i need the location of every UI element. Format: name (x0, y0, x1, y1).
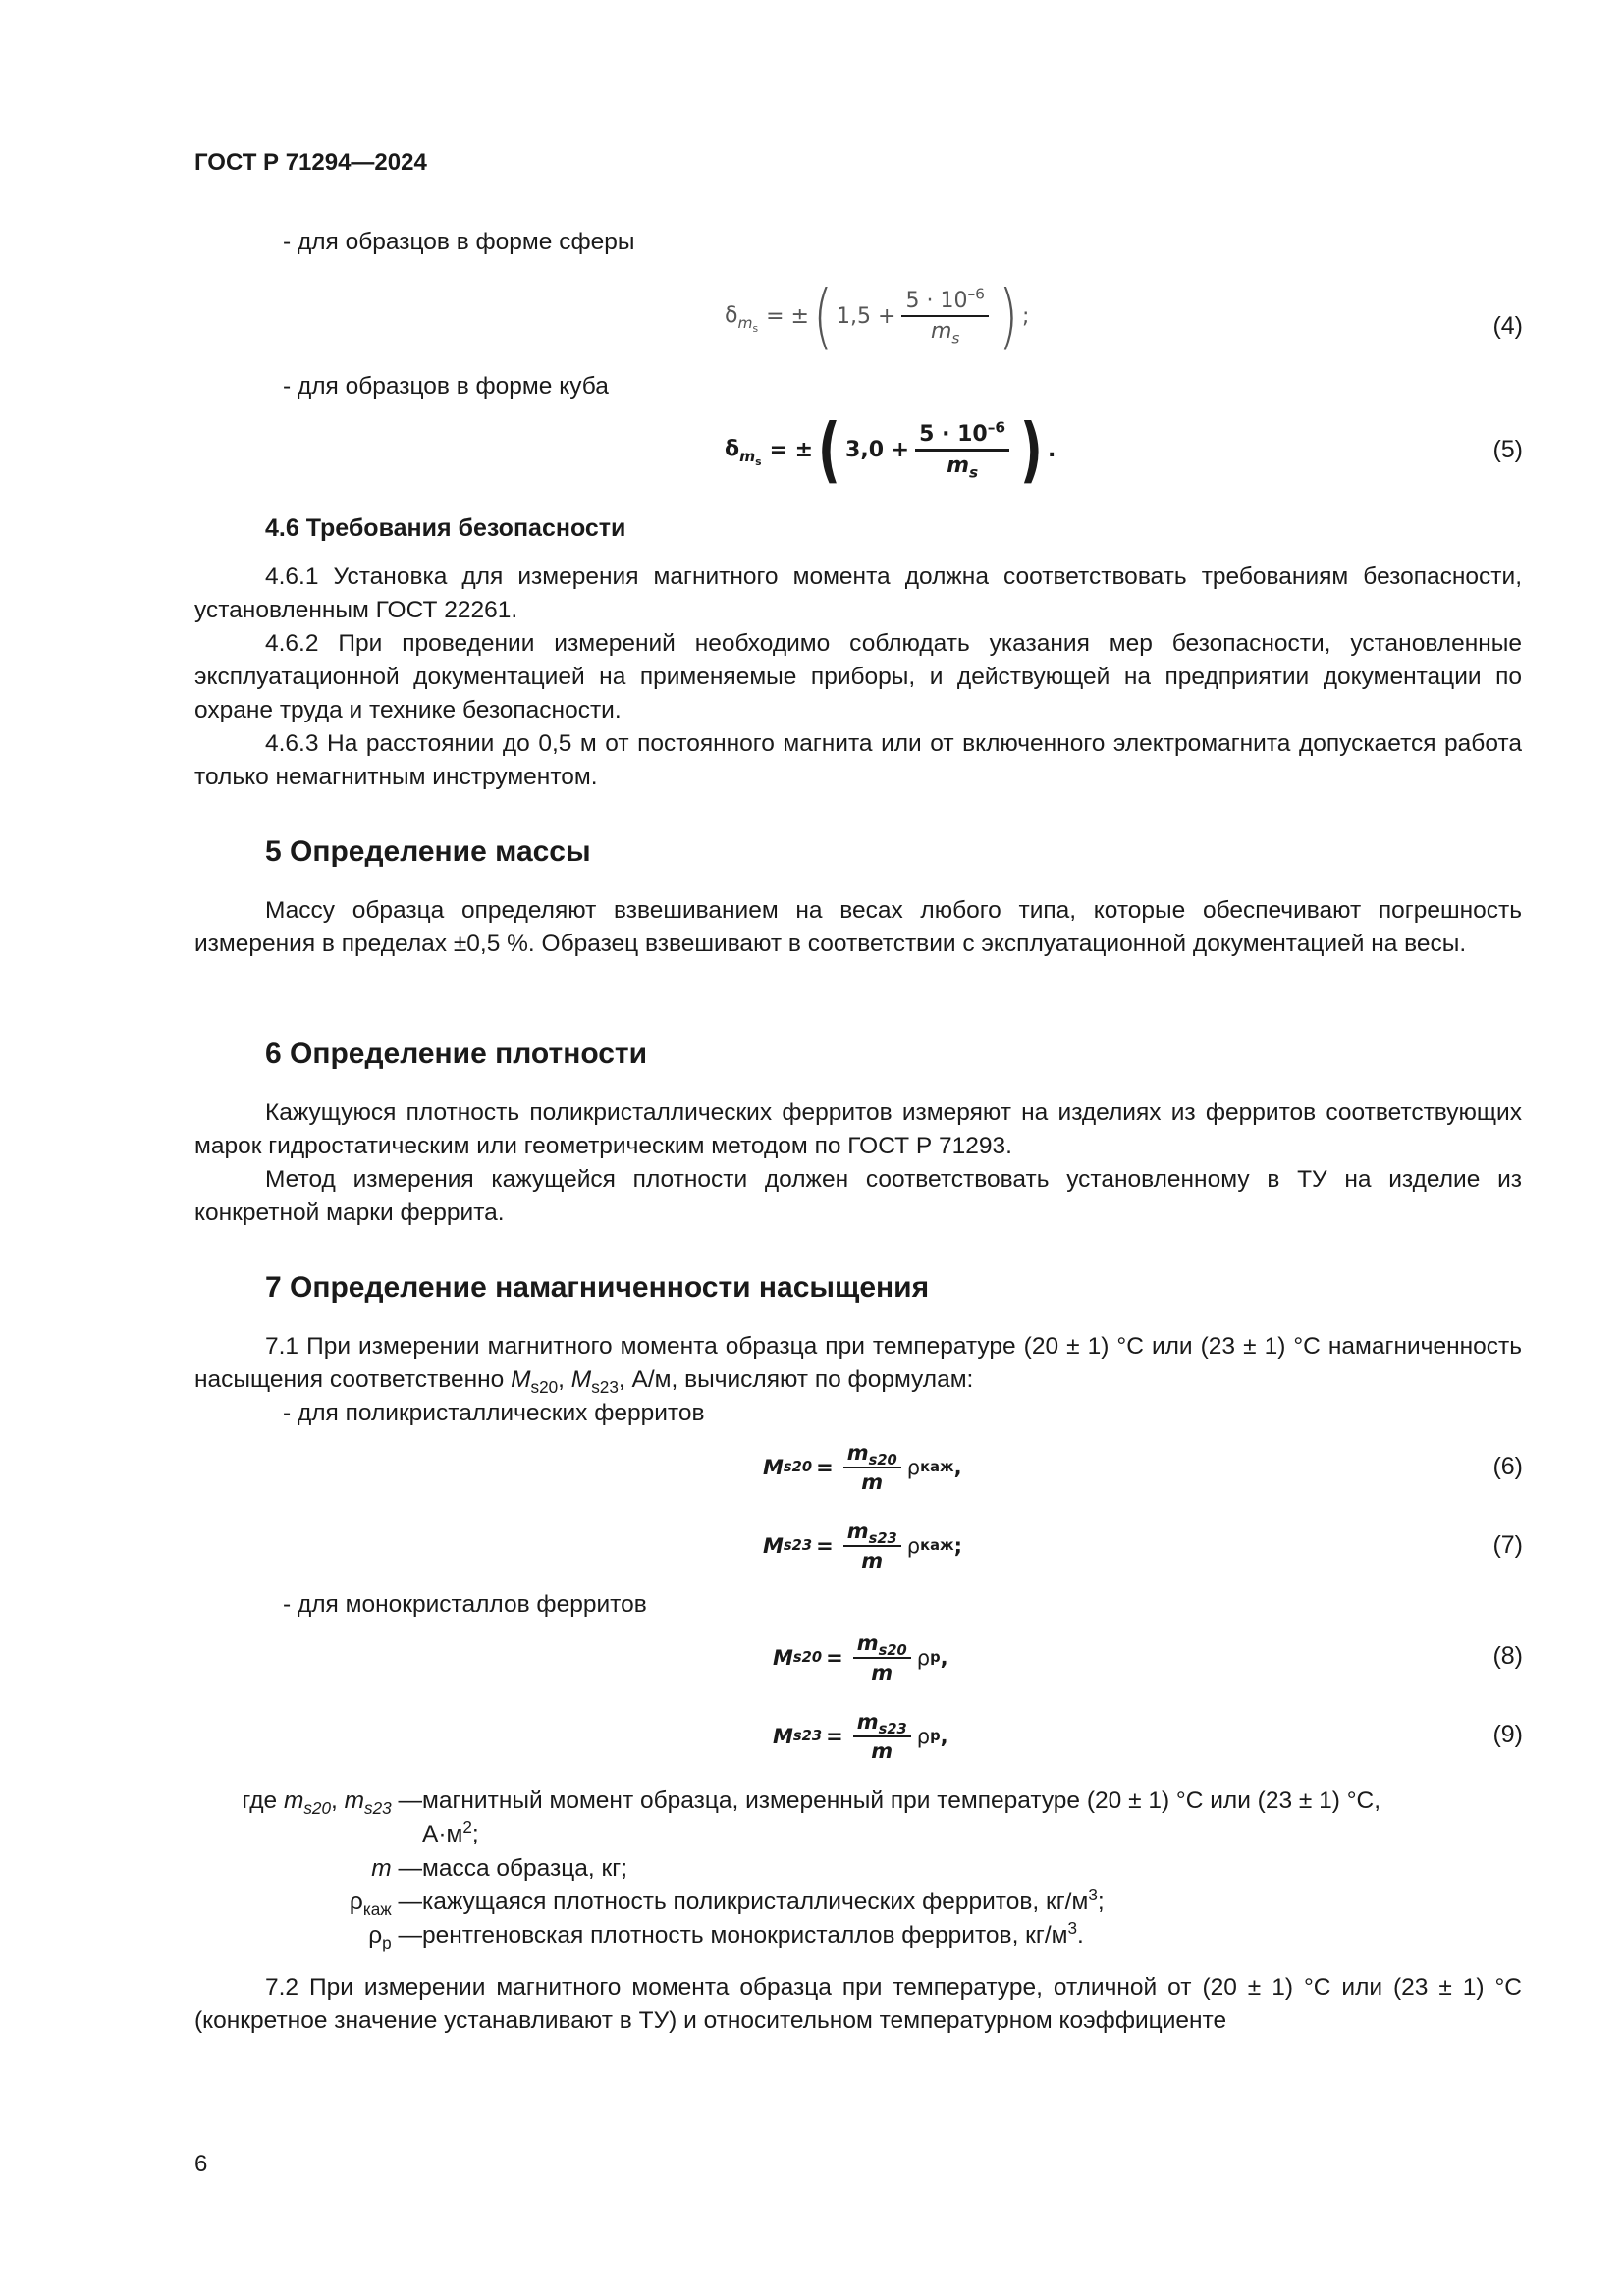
formula-9-tail: , (940, 1725, 948, 1748)
formula-4-lparen: ( (813, 275, 833, 357)
formula-4-rparen: ) (999, 275, 1018, 357)
equation-number-6: (6) (1492, 1453, 1523, 1480)
formula-4-lhs-sub: m (737, 313, 753, 332)
formula-4-den-sub: s (951, 329, 960, 347)
where-definition-4 (422, 1919, 1524, 1952)
formula-6-num: m (846, 1441, 869, 1465)
formula-9: M s23 = $\frac{m_{s23}}{m}$ ρ р , (773, 1710, 948, 1763)
paragraph-7-1-sep: , (558, 1366, 571, 1393)
formula-4 (725, 275, 1030, 357)
formula-4-num-exp: –6 (967, 285, 985, 303)
formula-5-lparen: ( (818, 408, 841, 491)
formula-7-rho: ρ (906, 1534, 921, 1558)
poly-intro: - для поликристаллических ферритов (283, 1400, 705, 1426)
paragraph-4-6-2: 4.6.2 При проведении измерений необходимо соблюдать указания мер безопасности, установленные эксплуатационной документацией на применяемые приборы, и действующей на предприятии документации по охране труда и технике безопасности. (194, 630, 1522, 723)
formula-9-num: m (856, 1710, 879, 1734)
where-dash-4: — (398, 1922, 422, 1949)
formula-7-lhs: M (763, 1534, 784, 1558)
where-dash-1: — (398, 1788, 422, 1814)
where-symbol-1a: m (283, 1788, 304, 1814)
symbol-ms20: M (511, 1366, 531, 1393)
formula-6-fraction (843, 1441, 901, 1494)
formula-8-lhs-sub: s20 (792, 1649, 823, 1666)
formula-5-const: 3,0 + (845, 437, 910, 462)
formula-9-fraction (853, 1710, 911, 1763)
formula-7-den: m (861, 1549, 884, 1573)
formula-4-lhs: δ (725, 303, 738, 329)
where-symbol-2 (194, 1852, 422, 1886)
where-item-1 (0, 1785, 1624, 1853)
formula-5-rparen: ) (1020, 408, 1044, 491)
formula-4-num: 5 · 10 (905, 289, 968, 313)
sphere-intro: - для образцов в форме сферы (283, 229, 635, 255)
paragraph-5: Массу образца определяют взвешиванием на весах любого типа, которые обеспечивают погрешность измерения в пределах ±0,5 %. Образец взвешивают в соответствии с эксплуатационной документацией на весы. (194, 897, 1522, 957)
where-symbol-4a: ρ (368, 1922, 383, 1949)
formula-6-tail: , (953, 1456, 962, 1479)
where-symbol-3a: ρ (349, 1889, 363, 1915)
where-definition-1 (422, 1785, 1524, 1851)
formula-6-lhs-sub: s20 (783, 1459, 813, 1475)
page-number: 6 (194, 2151, 208, 2177)
formula-7: M s23 = $\frac{m_{s23}}{m}$ ρ каж ; (763, 1520, 963, 1573)
symbol-ms20-sub: s20 (530, 1376, 559, 1397)
formula-9-lhs: M (773, 1725, 793, 1748)
where-symbol-1 (194, 1785, 422, 1818)
paragraph-7-1-part-b: , А/м, вычисляют по формулам: (618, 1366, 974, 1393)
where-symbol-3a-sub: каж (362, 1898, 392, 1919)
formula-8-num: m (856, 1631, 879, 1655)
formula-5 (725, 408, 1056, 491)
where-definition-4-sup: 3 (1067, 1917, 1078, 1938)
where-definition-4-text: рентгеновская плотность монокристаллов ферритов, кг/м (422, 1922, 1068, 1949)
formula-4-eq: = ± (766, 303, 809, 329)
formula-4-den: m (930, 319, 952, 344)
formula-6-den: m (861, 1470, 884, 1494)
where-definition-3 (422, 1886, 1524, 1919)
section-7-title: 7 Определение намагниченности насыщения (265, 1271, 930, 1304)
formula-9-num-sub: s23 (878, 1721, 907, 1738)
where-symbol-4a-sub: р (382, 1932, 392, 1952)
formula-5-fraction (915, 418, 1009, 481)
formula-8-rho: ρ (916, 1646, 931, 1670)
where-definition-1-tail: ; (471, 1821, 479, 1847)
paragraph-7-1-part-a: 7.1 При измерении магнитного момента образца при температуре (20 ± 1) °C или (23 ± 1) °C намагниченность насыщения соответственно (194, 1333, 1522, 1393)
where-definition-3-tail: ; (1097, 1889, 1105, 1915)
formula-9-lhs-sub: s23 (792, 1728, 823, 1744)
document-header: ГОСТ Р 71294—2024 (194, 149, 427, 176)
formula-9-den: m (871, 1739, 893, 1763)
where-definition-4-tail: . (1077, 1922, 1084, 1949)
formula-8-fraction (853, 1631, 911, 1684)
formula-5-num-exp: –6 (987, 418, 1006, 437)
formula-6-lhs: M (763, 1456, 784, 1479)
formula-7-num: m (846, 1520, 869, 1543)
paragraph-7-1 (194, 1330, 1522, 1397)
formula-5-tail: . (1048, 437, 1056, 462)
formula-7-lhs-sub: s23 (783, 1537, 813, 1554)
formula-7-fraction (843, 1520, 901, 1573)
where-item-4 (0, 1919, 1624, 1952)
formula-6: M s20 = $\frac{m_{s20}}{m}$ ρ каж , (763, 1441, 962, 1494)
symbol-ms23: M (570, 1366, 592, 1393)
section-6-title: 6 Определение плотности (265, 1038, 648, 1070)
where-definition-1-unit-sup: 2 (462, 1816, 472, 1837)
where-definition-2: масса образца, кг; (422, 1855, 628, 1882)
paragraph-4-6-1: 4.6.1 Установка для измерения магнитного момента должна соответствовать требованиям безопасности, установленным ГОСТ 22261. (194, 563, 1522, 623)
mono-intro: - для монокристаллов ферритов (283, 1591, 647, 1618)
where-definition-3-text: кажущаяся плотность поликристаллических ферритов, кг/м (422, 1889, 1089, 1915)
equation-number-4: (4) (1492, 312, 1523, 340)
symbol-ms23-sub: s23 (591, 1376, 619, 1397)
formula-7-tail: ; (953, 1534, 963, 1558)
paragraph-7-2: 7.2 При измерении магнитного момента образца при температуре, отличной от (20 ± 1) °C или (23 ± 1) °C (конкретное значение устанавливают в ТУ) и относительном температурном коэффициенте (194, 1974, 1522, 2034)
equation-number-8: (8) (1492, 1642, 1523, 1670)
formula-5-den: m (947, 453, 969, 478)
formula-9-rho: ρ (916, 1725, 931, 1748)
formula-5-eq: = ± (769, 437, 814, 462)
formula-5-lhs-sub2: s (755, 454, 762, 468)
equation-number-7: (7) (1492, 1531, 1523, 1559)
paragraph-4-6-3: 4.6.3 На расстоянии до 0,5 м от постоянного магнита или от включенного электромагнита допускается работа только немагнитным инструментом. (194, 730, 1522, 790)
where-item-3 (0, 1886, 1624, 1919)
formula-5-lhs-sub: m (739, 447, 756, 465)
where-symbol-1b-sub: s23 (364, 1797, 392, 1818)
formula-4-tail: ; (1022, 303, 1030, 329)
where-symbol-1b: m (344, 1788, 365, 1814)
formula-4-lhs-sub2: s (752, 321, 759, 335)
where-definition-1-text: магнитный момент образца, измеренный при температуре (20 ± 1) °C или (23 ± 1) °C, (422, 1788, 1381, 1814)
where-symbol-3 (194, 1886, 422, 1919)
equation-number-5: (5) (1492, 436, 1523, 463)
formula-5-den-sub: s (969, 462, 979, 481)
paragraph-6-1: Кажущуюся плотность поликристаллических ферритов измеряют на изделиях из ферритов соответствующих марок гидростатическим или геометрическим методом по ГОСТ Р 71293. (194, 1099, 1522, 1159)
where-symbol-1-sep: , (331, 1788, 345, 1814)
formula-6-rho: ρ (906, 1456, 921, 1479)
formula-4-fraction (901, 285, 988, 347)
formula-8-num-sub: s20 (878, 1642, 907, 1660)
where-dash-3: — (398, 1889, 422, 1915)
where-symbol-2a: m (371, 1855, 392, 1882)
formula-8: M s20 = $\frac{m_{s20}}{m}$ ρ р , (773, 1631, 948, 1684)
formula-7-num-sub: s23 (868, 1530, 897, 1548)
where-symbol-4 (194, 1919, 422, 1952)
equation-number-9: (9) (1492, 1721, 1523, 1748)
where-item-2 (0, 1852, 1624, 1886)
where-symbol-1a-sub: s20 (303, 1797, 331, 1818)
where-dash-2: — (398, 1855, 422, 1882)
formula-5-num: 5 · 10 (919, 421, 988, 447)
formula-8-lhs: M (773, 1646, 793, 1670)
where-definition-1-unit: А·м (422, 1821, 463, 1847)
formula-5-lhs: δ (725, 437, 740, 462)
where-definition-3-sup: 3 (1088, 1884, 1098, 1904)
formula-6-num-sub: s20 (868, 1452, 897, 1469)
formula-8-tail: , (940, 1646, 948, 1670)
paragraph-6-2: Метод измерения кажущейся плотности должен соответствовать установленному в ТУ на изделие из конкретной марки феррита. (194, 1166, 1522, 1226)
section-5-title: 5 Определение массы (265, 835, 591, 868)
cube-intro: - для образцов в форме куба (283, 373, 609, 400)
formula-8-den: m (871, 1661, 893, 1684)
section-4-6-title: 4.6 Требования безопасности (265, 514, 626, 542)
formula-4-const: 1,5 + (837, 303, 896, 329)
where-lead: где (242, 1788, 278, 1814)
